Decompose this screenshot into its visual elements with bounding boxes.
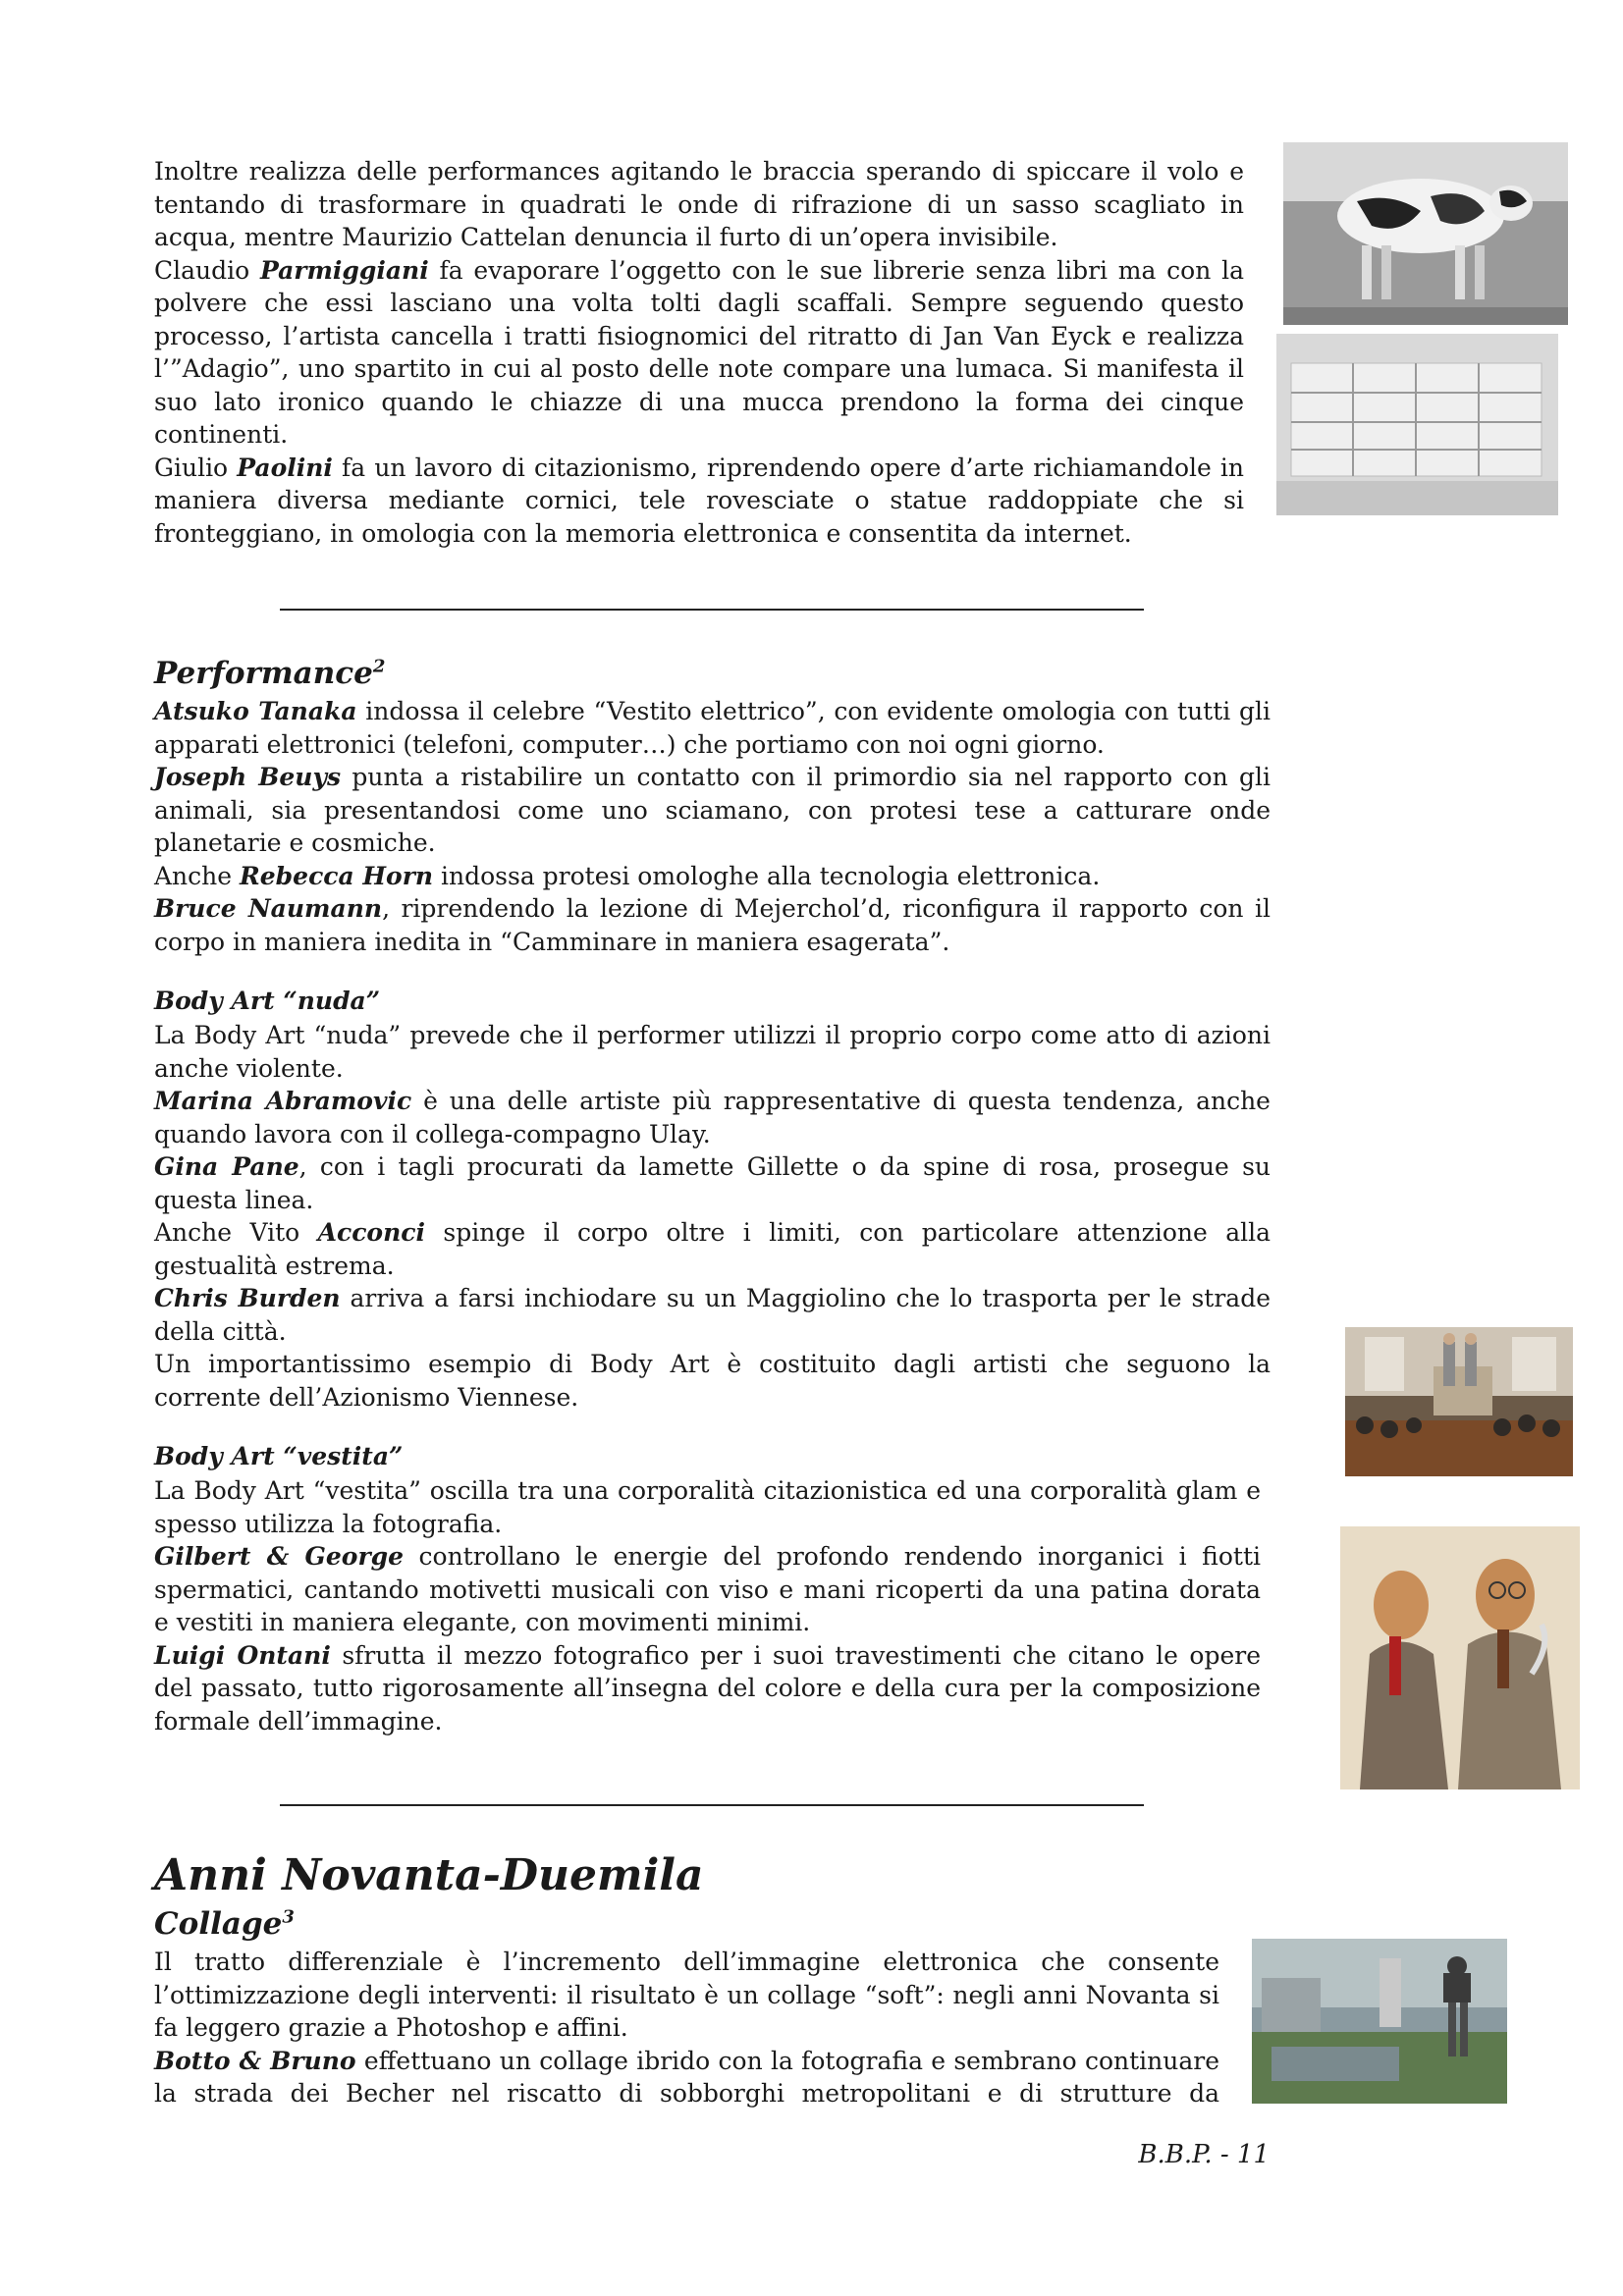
text-line: apparati elettronici (telefoni, computer…) che portiamo con noi ogni giorno. <box>154 729 1105 759</box>
artist-name: Chris Burden <box>154 1284 341 1312</box>
text-line: acqua, mentre Maurizio Cattelan denuncia il furto di un’opera invisibile. <box>154 223 1058 251</box>
text-line: fronteggiano, in omologia con la memoria elettronica e consentita da internet. <box>154 518 1132 548</box>
text-line: Inoltre realizza delle performances agitando le braccia sperando di spiccare il volo e <box>154 157 1244 186</box>
text-line: Anche Rebecca Horn indossa protesi omologhe alla tecnologia elettronica. <box>154 861 1101 890</box>
text-line: Claudio Parmiggiani fa evaporare l’oggetto con le sue librerie senza libri ma con la <box>154 255 1244 285</box>
section-heading-performance: Performance$^2$ <box>154 656 386 691</box>
page-number: B.B.P. - 11 <box>1138 2140 1270 2169</box>
text-line: Luigi Ontani sfrutta il mezzo fotografico per i suoi travestimenti che citano le opere <box>154 1640 1261 1670</box>
artist-name: Acconci <box>317 1218 426 1247</box>
subheading-vestita: Body Art “vestita” <box>154 1442 404 1470</box>
artist-name: Luigi Ontani <box>154 1640 331 1670</box>
text-line: della città. <box>154 1316 287 1346</box>
text-line: tentando di trasformare in quadrati le onde di rifrazione di un sasso scagliato in <box>154 189 1244 219</box>
gilbert-george-photo <box>1340 1526 1580 1789</box>
text-line: questa linea. <box>154 1185 314 1214</box>
text-line: Marina Abramovic è una delle artiste più rappresentative di questa tendenza, anche <box>154 1087 1271 1115</box>
gallery-performance-photo <box>1345 1327 1573 1476</box>
artist-name: Bruce Naumann <box>154 894 383 923</box>
text-line: Un importantissimo esempio di Body Art è costituito dagli artisti che seguono la <box>154 1350 1271 1378</box>
nuda-paragraph <box>154 1019 1271 1414</box>
cow-photo <box>1283 142 1568 325</box>
text-line: corrente dell’Azionismo Viennese. <box>154 1382 579 1412</box>
text-line: l’ottimizzazione degli interventi: il risultato è un collage “soft”: negli anni Novanta si <box>154 1980 1219 2009</box>
footnote-marker: 2 <box>372 656 386 677</box>
text-line: del passato, tutto rigorosamente all’insegna del colore e della cura per la composizione <box>154 1674 1261 1702</box>
text-line: suo lato ironico quando le chiazze di una mucca prendono la forma dei cinque <box>154 387 1244 416</box>
text-line: Anche Vito Acconci spinge il corpo oltre i limiti, con particolare attenzione alla <box>154 1218 1271 1247</box>
text-line: Il tratto differenziale è l’incremento dell’immagine elettronica che consente <box>154 1948 1219 1976</box>
text-line: Chris Burden arriva a farsi inchiodare su un Maggiolino che lo trasporta per le strade <box>154 1284 1271 1312</box>
text-line: gestualità estrema. <box>154 1251 395 1280</box>
footnote-marker: 3 <box>282 1906 295 1928</box>
artist-name: Joseph Beuys <box>154 763 342 791</box>
artist-name: Marina Abramovic <box>154 1087 412 1115</box>
subheading-nuda: Body Art “nuda” <box>154 987 381 1015</box>
artist-name: Botto & Bruno <box>154 2046 356 2075</box>
text-line: anche violente. <box>154 1053 344 1083</box>
text-line: corpo in maniera inedita in “Camminare in maniera esagerata”. <box>154 927 950 956</box>
artist-name: Parmiggiani <box>259 255 429 285</box>
section-divider <box>280 1804 1144 1806</box>
collage-paragraph <box>154 1946 1219 2110</box>
artist-name: Rebecca Horn <box>240 861 434 890</box>
text-line: quando lavora con il collega-compagno Ulay. <box>154 1119 711 1148</box>
text-line: Bruce Naumann, riprendendo la lezione di Mejerchol’d, riconfigura il rapporto con il <box>154 894 1271 923</box>
text-line: continenti. <box>154 420 289 449</box>
text-line: spermatici, cantando motivetti musicali con viso e mani ricoperti da una patina dorata <box>154 1575 1261 1604</box>
library-photo <box>1276 334 1558 515</box>
vestita-paragraph <box>154 1474 1261 1737</box>
chapter-heading: Anni Novanta-Duemila <box>154 1850 704 1900</box>
artist-name: Gilbert & George <box>154 1542 405 1571</box>
artist-name: Gina Pane <box>154 1152 299 1181</box>
text-line: La Body Art “nuda” prevede che il performer utilizzi il proprio corpo come atto di azioni <box>154 1021 1271 1049</box>
text-line: Botto & Bruno effettuano un collage ibrido con la fotografia e sembrano continuare <box>154 2046 1219 2075</box>
text-line: polvere che essi lasciano una volta tolti dagli scaffali. Sempre seguendo questo <box>154 289 1244 317</box>
text-line: formale dell’immagine. <box>154 1706 443 1735</box>
text-line: Atsuko Tanaka indossa il celebre “Vestito elettrico”, con evidente omologia con tutti gli <box>154 697 1271 725</box>
text-line: Gilbert & George controllano le energie del profondo rendendo inorganici i fiotti <box>154 1542 1261 1571</box>
text-line: e vestiti in maniera elegante, con movimenti minimi. <box>154 1608 811 1636</box>
text-line: spesso utilizza la fotografia. <box>154 1509 503 1538</box>
section-heading-collage: Collage$^3$ <box>154 1906 295 1942</box>
text-line: la strada dei Becher nel riscatto di sobborghi metropolitani e di strutture da <box>154 2079 1219 2108</box>
text-line: fa leggero grazie a Photoshop e affini. <box>154 2013 628 2042</box>
text-line: Giulio Paolini fa un lavoro di citazionismo, riprendendo opere d’arte richiamandole in <box>154 453 1245 482</box>
performance-paragraph <box>154 695 1271 958</box>
intro-paragraph <box>154 155 1244 550</box>
artist-name: Paolini <box>237 453 333 482</box>
text-line: Gina Pane, con i tagli procurati da lamette Gillette o da spine di rosa, prosegue su <box>154 1152 1271 1181</box>
text-line: Joseph Beuys punta a ristabilire un contatto con il primordio sia nel rapporto con gli <box>154 763 1271 791</box>
botto-bruno-photo <box>1252 1939 1507 2104</box>
text-line: l’”Adagio”, uno spartito in cui al posto delle note compare una lumaca. Si manifesta il <box>154 354 1244 383</box>
text-line: maniera diversa mediante cornici, tele rovesciate o statue raddoppiate che si <box>154 486 1244 514</box>
text-line: animali, sia presentandosi come uno sciamano, con protesi tese a catturare onde <box>154 795 1271 825</box>
section-divider <box>280 609 1144 611</box>
artist-name: Atsuko Tanaka <box>154 697 357 725</box>
text-line: La Body Art “vestita” oscilla tra una corporalità citazionistica ed una corporalità glam e <box>154 1476 1261 1505</box>
text-line: planetarie e cosmiche. <box>154 828 436 857</box>
text-line: processo, l’artista cancella i tratti fisiognomici del ritratto di Jan Van Eyck e realizza <box>154 321 1244 350</box>
